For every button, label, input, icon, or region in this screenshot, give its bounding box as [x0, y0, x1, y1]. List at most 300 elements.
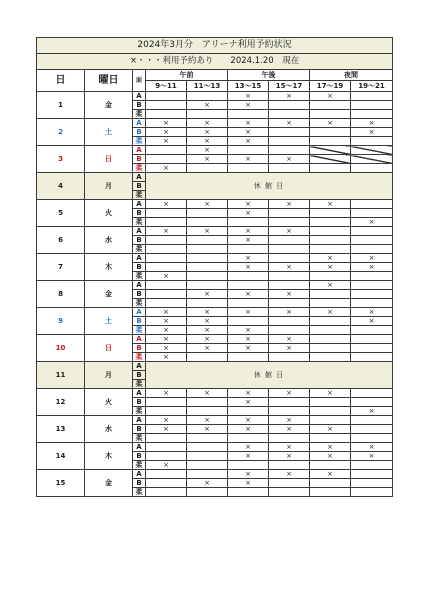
- reserved-mark: ×: [187, 425, 228, 434]
- empty-slot: [146, 110, 187, 119]
- reserved-mark: ×: [146, 272, 187, 281]
- facility-label: B: [133, 155, 146, 164]
- reserved-mark: ×: [351, 407, 393, 416]
- empty-slot: [351, 488, 393, 497]
- empty-slot: [269, 434, 310, 443]
- header-night: 夜間: [310, 70, 393, 81]
- empty-slot: [351, 353, 393, 362]
- empty-slot: [146, 470, 187, 479]
- facility-label: B: [133, 317, 146, 326]
- reserved-mark: ×: [228, 470, 269, 479]
- empty-slot: [187, 164, 228, 173]
- empty-slot: [269, 479, 310, 488]
- empty-slot: [146, 254, 187, 263]
- empty-slot: [146, 488, 187, 497]
- empty-slot: [351, 92, 393, 101]
- facility-label: B: [133, 182, 146, 191]
- reserved-mark: ×: [351, 263, 393, 272]
- empty-slot: [351, 245, 393, 254]
- weekday: 金: [85, 92, 133, 119]
- facility-label: B: [133, 290, 146, 299]
- empty-slot: [310, 218, 351, 227]
- reserved-mark: ×: [146, 335, 187, 344]
- empty-slot: [269, 407, 310, 416]
- reserved-mark: ×: [187, 326, 228, 335]
- reserved-mark: ×: [269, 443, 310, 452]
- day-number: 1: [37, 92, 85, 119]
- reserved-mark: ×: [269, 263, 310, 272]
- day-row: [37, 416, 393, 425]
- weekday: 木: [85, 254, 133, 281]
- reserved-mark: ×: [228, 389, 269, 398]
- reserved-mark: ×: [228, 479, 269, 488]
- unavailable-slot: [351, 146, 393, 155]
- facility-label: 柔: [133, 272, 146, 281]
- empty-slot: [146, 101, 187, 110]
- reserved-mark: ×: [146, 389, 187, 398]
- empty-slot: [269, 245, 310, 254]
- empty-slot: [310, 299, 351, 308]
- empty-slot: [187, 110, 228, 119]
- reserved-mark: ×: [187, 119, 228, 128]
- reserved-mark: ×: [351, 452, 393, 461]
- facility-label: A: [133, 173, 146, 182]
- empty-slot: [228, 218, 269, 227]
- reserved-mark: ×: [228, 236, 269, 245]
- empty-slot: [310, 209, 351, 218]
- empty-slot: [187, 452, 228, 461]
- reserved-mark: ×: [269, 452, 310, 461]
- reserved-mark: ×: [269, 425, 310, 434]
- reserved-mark: ×: [228, 101, 269, 110]
- day-number: 15: [37, 470, 85, 497]
- reservation-body: [37, 92, 393, 497]
- facility-label: B: [133, 371, 146, 380]
- day-row: [37, 119, 393, 128]
- empty-slot: [146, 263, 187, 272]
- day-number: 14: [37, 443, 85, 470]
- empty-slot: [310, 227, 351, 236]
- reserved-mark: ×: [228, 344, 269, 353]
- empty-slot: [228, 110, 269, 119]
- day-number: 6: [37, 227, 85, 254]
- facility-label: A: [133, 416, 146, 425]
- empty-slot: [187, 443, 228, 452]
- reserved-mark: ×: [269, 200, 310, 209]
- reserved-mark: ×: [187, 479, 228, 488]
- empty-slot: [351, 326, 393, 335]
- empty-slot: [310, 137, 351, 146]
- empty-slot: [146, 245, 187, 254]
- header-slot: 11～13: [187, 81, 228, 92]
- reserved-mark: ×: [228, 209, 269, 218]
- facility-label: B: [133, 479, 146, 488]
- facility-label: 柔: [133, 164, 146, 173]
- day-number: 12: [37, 389, 85, 416]
- empty-slot: [187, 236, 228, 245]
- facility-label: B: [133, 209, 146, 218]
- empty-slot: [310, 326, 351, 335]
- empty-slot: [228, 245, 269, 254]
- facility-label: 柔: [133, 218, 146, 227]
- day-number: 5: [37, 200, 85, 227]
- empty-slot: [228, 488, 269, 497]
- reserved-mark: ×: [146, 200, 187, 209]
- empty-slot: [310, 488, 351, 497]
- reserved-mark: ×: [187, 146, 228, 155]
- empty-slot: [269, 110, 310, 119]
- facility-label: 柔: [133, 380, 146, 389]
- empty-slot: [187, 218, 228, 227]
- day-number: 4: [37, 173, 85, 200]
- empty-slot: [351, 335, 393, 344]
- reserved-mark: ×: [351, 254, 393, 263]
- empty-slot: [187, 434, 228, 443]
- empty-slot: [351, 200, 393, 209]
- empty-slot: [146, 299, 187, 308]
- empty-slot: [310, 479, 351, 488]
- facility-label: A: [133, 92, 146, 101]
- empty-slot: [146, 398, 187, 407]
- day-row: [37, 173, 393, 182]
- facility-label: 柔: [133, 461, 146, 470]
- facility-label: A: [133, 335, 146, 344]
- facility-label: 柔: [133, 407, 146, 416]
- reserved-mark: ×: [228, 425, 269, 434]
- reserved-mark: ×: [310, 119, 351, 128]
- day-row: [37, 200, 393, 209]
- day-number: 13: [37, 416, 85, 443]
- reserved-mark: ×: [187, 200, 228, 209]
- empty-slot: [187, 398, 228, 407]
- reserved-mark: ×: [146, 425, 187, 434]
- empty-slot: [269, 137, 310, 146]
- sheet-title: 2024年3月分 アリーナ利用予約状況: [37, 38, 393, 54]
- empty-slot: [269, 101, 310, 110]
- facility-label: A: [133, 470, 146, 479]
- reserved-mark: ×: [310, 308, 351, 317]
- empty-slot: [146, 434, 187, 443]
- empty-slot: [187, 263, 228, 272]
- day-row: [37, 227, 393, 236]
- reserved-mark: ×: [228, 452, 269, 461]
- reserved-mark: ×: [269, 389, 310, 398]
- reserved-mark: ×: [269, 155, 310, 164]
- empty-slot: [269, 272, 310, 281]
- empty-slot: [351, 281, 393, 290]
- facility-label: B: [133, 263, 146, 272]
- empty-slot: [351, 479, 393, 488]
- reserved-mark: ×: [351, 128, 393, 137]
- empty-slot: [269, 326, 310, 335]
- reserved-mark: ×: [187, 155, 228, 164]
- reserved-mark: ×: [310, 425, 351, 434]
- empty-slot: [351, 344, 393, 353]
- day-row: [37, 362, 393, 371]
- facility-label: A: [133, 443, 146, 452]
- day-row: [37, 335, 393, 344]
- facility-label: 柔: [133, 353, 146, 362]
- reserved-mark: ×: [228, 128, 269, 137]
- reserved-mark: ×: [187, 290, 228, 299]
- empty-slot: [351, 290, 393, 299]
- facility-label: B: [133, 452, 146, 461]
- reserved-mark: ×: [228, 227, 269, 236]
- reserved-mark: ×: [351, 308, 393, 317]
- facility-label: A: [133, 389, 146, 398]
- empty-slot: [351, 209, 393, 218]
- reserved-mark: ×: [187, 416, 228, 425]
- weekday: 水: [85, 227, 133, 254]
- empty-slot: [351, 461, 393, 470]
- empty-slot: [228, 317, 269, 326]
- header-slot: 9～11: [146, 81, 187, 92]
- unavailable-slot: [351, 155, 393, 164]
- empty-slot: [146, 281, 187, 290]
- facility-label: A: [133, 281, 146, 290]
- reserved-mark: ×: [310, 389, 351, 398]
- empty-slot: [351, 110, 393, 119]
- empty-slot: [310, 164, 351, 173]
- empty-slot: [187, 209, 228, 218]
- reserved-mark: ×: [310, 470, 351, 479]
- facility-label: A: [133, 200, 146, 209]
- reserved-mark: ×: [187, 227, 228, 236]
- header-facility: 面: [133, 70, 146, 92]
- empty-slot: [187, 254, 228, 263]
- empty-slot: [269, 236, 310, 245]
- day-row: [37, 308, 393, 317]
- empty-slot: [269, 488, 310, 497]
- empty-slot: [310, 416, 351, 425]
- weekday: 火: [85, 389, 133, 416]
- reserved-mark: ×: [146, 326, 187, 335]
- weekday: 月: [85, 173, 133, 200]
- empty-slot: [146, 92, 187, 101]
- weekday: 木: [85, 443, 133, 470]
- reserved-mark: ×: [269, 119, 310, 128]
- day-row: [37, 470, 393, 479]
- facility-label: 柔: [133, 326, 146, 335]
- empty-slot: [146, 407, 187, 416]
- empty-slot: [310, 110, 351, 119]
- reserved-mark: ×: [228, 398, 269, 407]
- facility-label: 柔: [133, 245, 146, 254]
- reserved-mark: ×: [351, 218, 393, 227]
- reserved-mark: ×: [269, 470, 310, 479]
- day-row: [37, 389, 393, 398]
- reserved-mark: ×: [310, 443, 351, 452]
- day-number: 3: [37, 146, 85, 173]
- facility-label: 柔: [133, 110, 146, 119]
- day-row: [37, 92, 393, 101]
- weekday: 金: [85, 470, 133, 497]
- day-row: [37, 254, 393, 263]
- empty-slot: [310, 128, 351, 137]
- reserved-mark: ×: [269, 290, 310, 299]
- empty-slot: [351, 236, 393, 245]
- reserved-mark: ×: [146, 164, 187, 173]
- reserved-mark: ×: [269, 335, 310, 344]
- empty-slot: [146, 290, 187, 299]
- empty-slot: [269, 164, 310, 173]
- reserved-mark: ×: [228, 335, 269, 344]
- reserved-mark: ×: [351, 443, 393, 452]
- header-afternoon: 午後: [228, 70, 310, 81]
- empty-slot: [351, 272, 393, 281]
- reserved-mark: ×: [269, 308, 310, 317]
- empty-slot: [269, 461, 310, 470]
- empty-slot: [310, 290, 351, 299]
- empty-slot: [187, 245, 228, 254]
- header-weekday: 曜日: [85, 70, 133, 92]
- day-number: 2: [37, 119, 85, 146]
- facility-label: 柔: [133, 191, 146, 200]
- reserved-mark: ×: [187, 101, 228, 110]
- facility-label: A: [133, 227, 146, 236]
- empty-slot: [228, 281, 269, 290]
- closed-day-label: 休 館 日: [146, 362, 393, 389]
- reserved-mark: ×: [310, 200, 351, 209]
- unavailable-slot: [310, 155, 351, 164]
- weekday: 日: [85, 146, 133, 173]
- reserved-mark: ×: [310, 281, 351, 290]
- header-slot: 15～17: [269, 81, 310, 92]
- empty-slot: [310, 398, 351, 407]
- empty-slot: [310, 461, 351, 470]
- empty-slot: [146, 452, 187, 461]
- facility-label: A: [133, 119, 146, 128]
- empty-slot: [351, 299, 393, 308]
- empty-slot: [351, 101, 393, 110]
- day-row: [37, 443, 393, 452]
- weekday: 金: [85, 281, 133, 308]
- empty-slot: [228, 434, 269, 443]
- reserved-mark: ×: [228, 119, 269, 128]
- reserved-mark: ×: [228, 308, 269, 317]
- empty-slot: [146, 146, 187, 155]
- empty-slot: [146, 155, 187, 164]
- reserved-mark: ×: [187, 344, 228, 353]
- reserved-mark: ×: [310, 254, 351, 263]
- reserved-mark: ×: [269, 416, 310, 425]
- empty-slot: [228, 353, 269, 362]
- day-number: 8: [37, 281, 85, 308]
- day-number: 10: [37, 335, 85, 362]
- empty-slot: [187, 92, 228, 101]
- reserved-mark: ×: [228, 263, 269, 272]
- empty-slot: [187, 281, 228, 290]
- reserved-mark: ×: [228, 155, 269, 164]
- reservation-table: [36, 37, 393, 497]
- empty-slot: [187, 299, 228, 308]
- empty-slot: [310, 353, 351, 362]
- reserved-mark: ×: [146, 119, 187, 128]
- weekday: 水: [85, 416, 133, 443]
- facility-label: B: [133, 128, 146, 137]
- empty-slot: [310, 236, 351, 245]
- empty-slot: [351, 398, 393, 407]
- empty-slot: [310, 335, 351, 344]
- reserved-mark: ×: [228, 416, 269, 425]
- reserved-mark: ×: [351, 317, 393, 326]
- reserved-mark: ×: [146, 317, 187, 326]
- header-slot: 19～21: [351, 81, 393, 92]
- empty-slot: [351, 434, 393, 443]
- empty-slot: [269, 281, 310, 290]
- empty-slot: [351, 227, 393, 236]
- day-number: 7: [37, 254, 85, 281]
- reserved-mark: ×: [269, 92, 310, 101]
- header-morning: 午前: [146, 70, 228, 81]
- empty-slot: [146, 218, 187, 227]
- empty-slot: [187, 407, 228, 416]
- reserved-mark: ×: [146, 308, 187, 317]
- reserved-mark: ×: [187, 128, 228, 137]
- facility-label: 柔: [133, 137, 146, 146]
- header-slot: 17～19: [310, 81, 351, 92]
- empty-slot: [269, 317, 310, 326]
- empty-slot: [146, 443, 187, 452]
- empty-slot: [351, 389, 393, 398]
- empty-slot: [310, 101, 351, 110]
- facility-label: A: [133, 308, 146, 317]
- empty-slot: [269, 128, 310, 137]
- reserved-mark: ×: [228, 92, 269, 101]
- reserved-mark: ×: [310, 263, 351, 272]
- weekday: 土: [85, 119, 133, 146]
- reserved-mark: ×: [146, 137, 187, 146]
- empty-slot: [351, 137, 393, 146]
- facility-label: A: [133, 362, 146, 371]
- facility-label: 柔: [133, 434, 146, 443]
- empty-slot: [228, 164, 269, 173]
- empty-slot: [146, 479, 187, 488]
- reserved-mark: ×: [228, 137, 269, 146]
- reserved-mark: ×: [187, 317, 228, 326]
- empty-slot: [310, 245, 351, 254]
- empty-slot: [228, 461, 269, 470]
- facility-label: 柔: [133, 488, 146, 497]
- empty-slot: [269, 209, 310, 218]
- reserved-mark: ×: [146, 344, 187, 353]
- empty-slot: [269, 398, 310, 407]
- reserved-mark: ×: [187, 308, 228, 317]
- reserved-mark: ×: [228, 254, 269, 263]
- facility-label: A: [133, 146, 146, 155]
- empty-slot: [187, 461, 228, 470]
- empty-slot: [351, 425, 393, 434]
- facility-label: B: [133, 425, 146, 434]
- weekday: 日: [85, 335, 133, 362]
- empty-slot: [228, 299, 269, 308]
- facility-label: B: [133, 398, 146, 407]
- reserved-mark: ×: [269, 344, 310, 353]
- empty-slot: [269, 299, 310, 308]
- empty-slot: [351, 416, 393, 425]
- empty-slot: [146, 209, 187, 218]
- empty-slot: [310, 434, 351, 443]
- day-number: 11: [37, 362, 85, 389]
- empty-slot: [351, 164, 393, 173]
- empty-slot: [310, 344, 351, 353]
- empty-slot: [228, 407, 269, 416]
- facility-label: B: [133, 101, 146, 110]
- reserved-mark: ×: [310, 92, 351, 101]
- weekday: 月: [85, 362, 133, 389]
- day-row: [37, 281, 393, 290]
- empty-slot: [351, 470, 393, 479]
